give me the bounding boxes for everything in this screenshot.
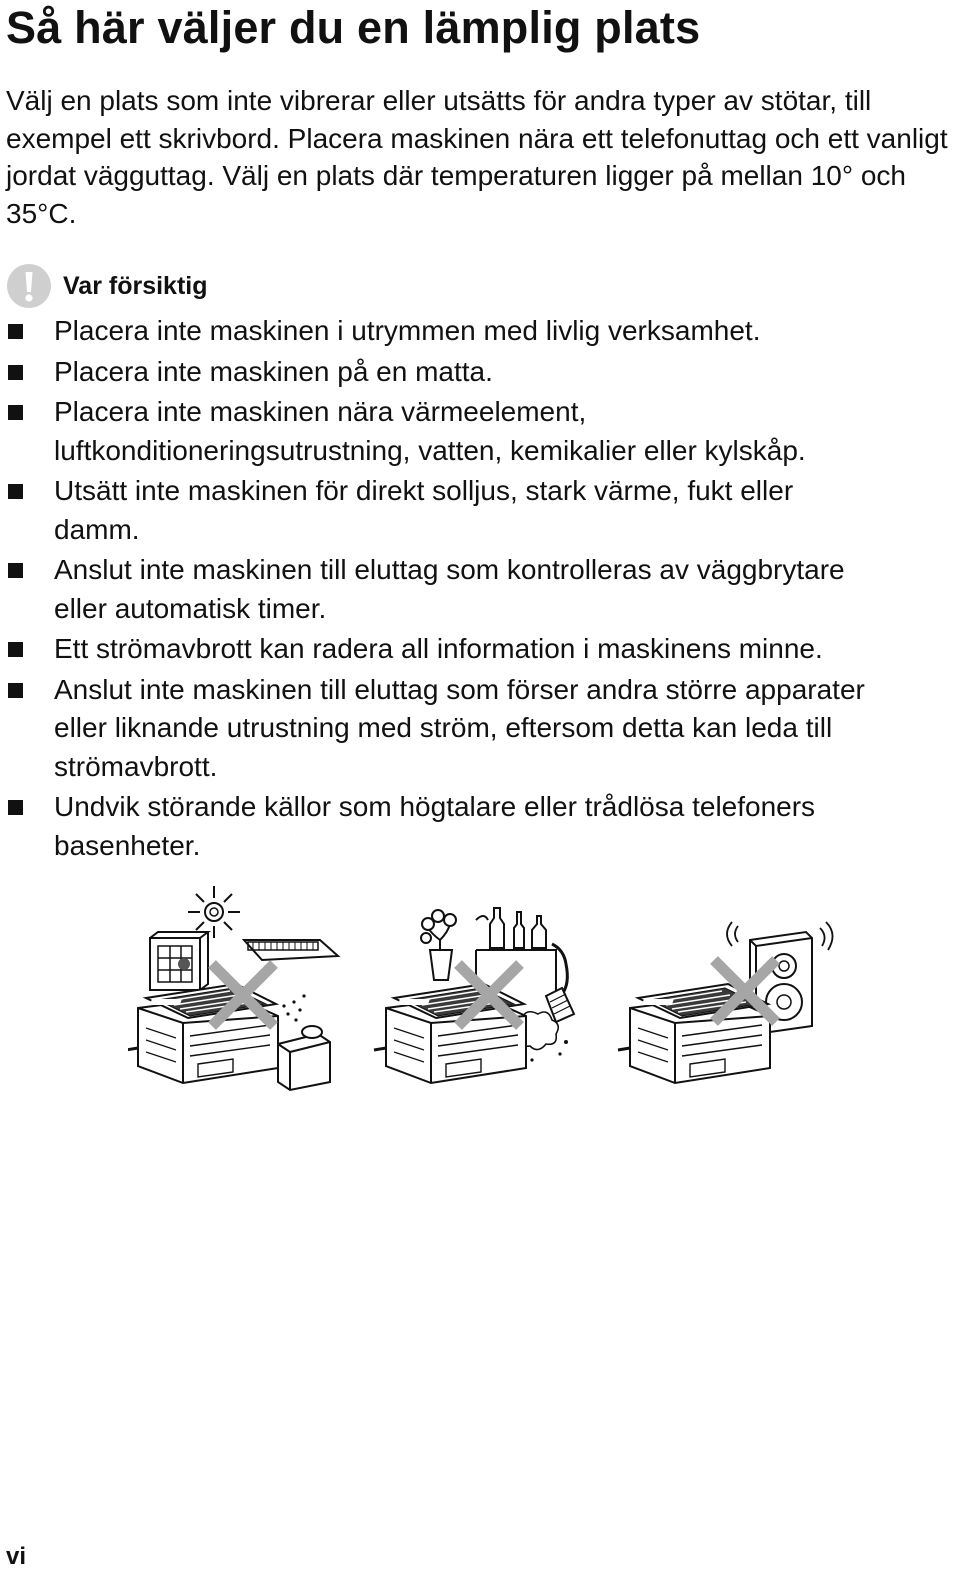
list-item-line: eller liknande utrustning med ström, eftersom detta kan leda till [54, 712, 833, 743]
heat-sun-humidity-icon [128, 886, 338, 1090]
bullet-square-icon [8, 642, 23, 657]
list-item [0, 551, 958, 628]
list-item-line: Placera inte maskinen i utrymmen med livlig verksamhet. [54, 315, 761, 346]
bullet-square-icon [8, 324, 23, 339]
list-item-line: strömavbrott. [54, 750, 218, 782]
list-item-line: Placera inte maskinen nära värmeelement, [54, 396, 587, 427]
bullet-square-icon [8, 365, 23, 380]
bullet-square-icon [8, 405, 23, 420]
list-item-line: Ett strömavbrott kan radera all information i maskinens minne. [54, 633, 823, 664]
list-item [0, 788, 958, 865]
list-item [0, 312, 958, 351]
water-chemicals-dust-icon [374, 908, 574, 1083]
list-item [0, 671, 958, 787]
list-item [0, 472, 958, 549]
list-item [0, 630, 958, 669]
list-item-line: luftkonditioneringsutrustning, vatten, kemikalier eller kylskåp. [54, 434, 806, 466]
list-item-line: Placera inte maskinen på en matta. [54, 355, 493, 387]
list-item-line: Anslut inte maskinen till eluttag som kontrolleras av väggbrytare [54, 554, 845, 585]
page-title: Så här väljer du en lämplig plats [6, 2, 701, 53]
speaker-interference-icon [618, 922, 833, 1083]
intro-paragraph: Välj en plats som inte vibrerar eller utsätts för andra typer av stötar, till exempel ett skrivbord. Placera maskinen nära ett telefonuttag och ett vanligt jordat vägguttag. Välj en plats där temperaturen ligger på mellan 10° och 35°C. [6, 85, 948, 229]
bullet-square-icon [8, 484, 23, 499]
list-item-line: damm. [54, 513, 140, 545]
page-number: vi [6, 1543, 27, 1570]
list-item-line: Anslut inte maskinen till eluttag som förser andra större apparater [54, 673, 865, 705]
bullet-square-icon [8, 800, 23, 815]
list-item-line: eller automatisk timer. [54, 592, 327, 624]
bullet-square-icon [8, 683, 23, 698]
list-item [0, 353, 958, 392]
list-item-line: Undvik störande källor som högtalare eller trådlösa telefoners [54, 791, 816, 822]
list-item [0, 393, 958, 470]
caution-title: Var försiktig [63, 272, 208, 300]
caution-header [6, 263, 208, 309]
placement-illustrations [128, 884, 842, 1094]
list-item-line: basenheter. [54, 829, 201, 861]
caution-list [0, 312, 958, 867]
illustrations-svg [128, 884, 842, 1094]
list-item-line: Utsätt inte maskinen för direkt solljus, stark värme, fukt eller [54, 475, 794, 506]
exclamation-icon [6, 263, 52, 309]
bullet-square-icon [8, 563, 23, 578]
